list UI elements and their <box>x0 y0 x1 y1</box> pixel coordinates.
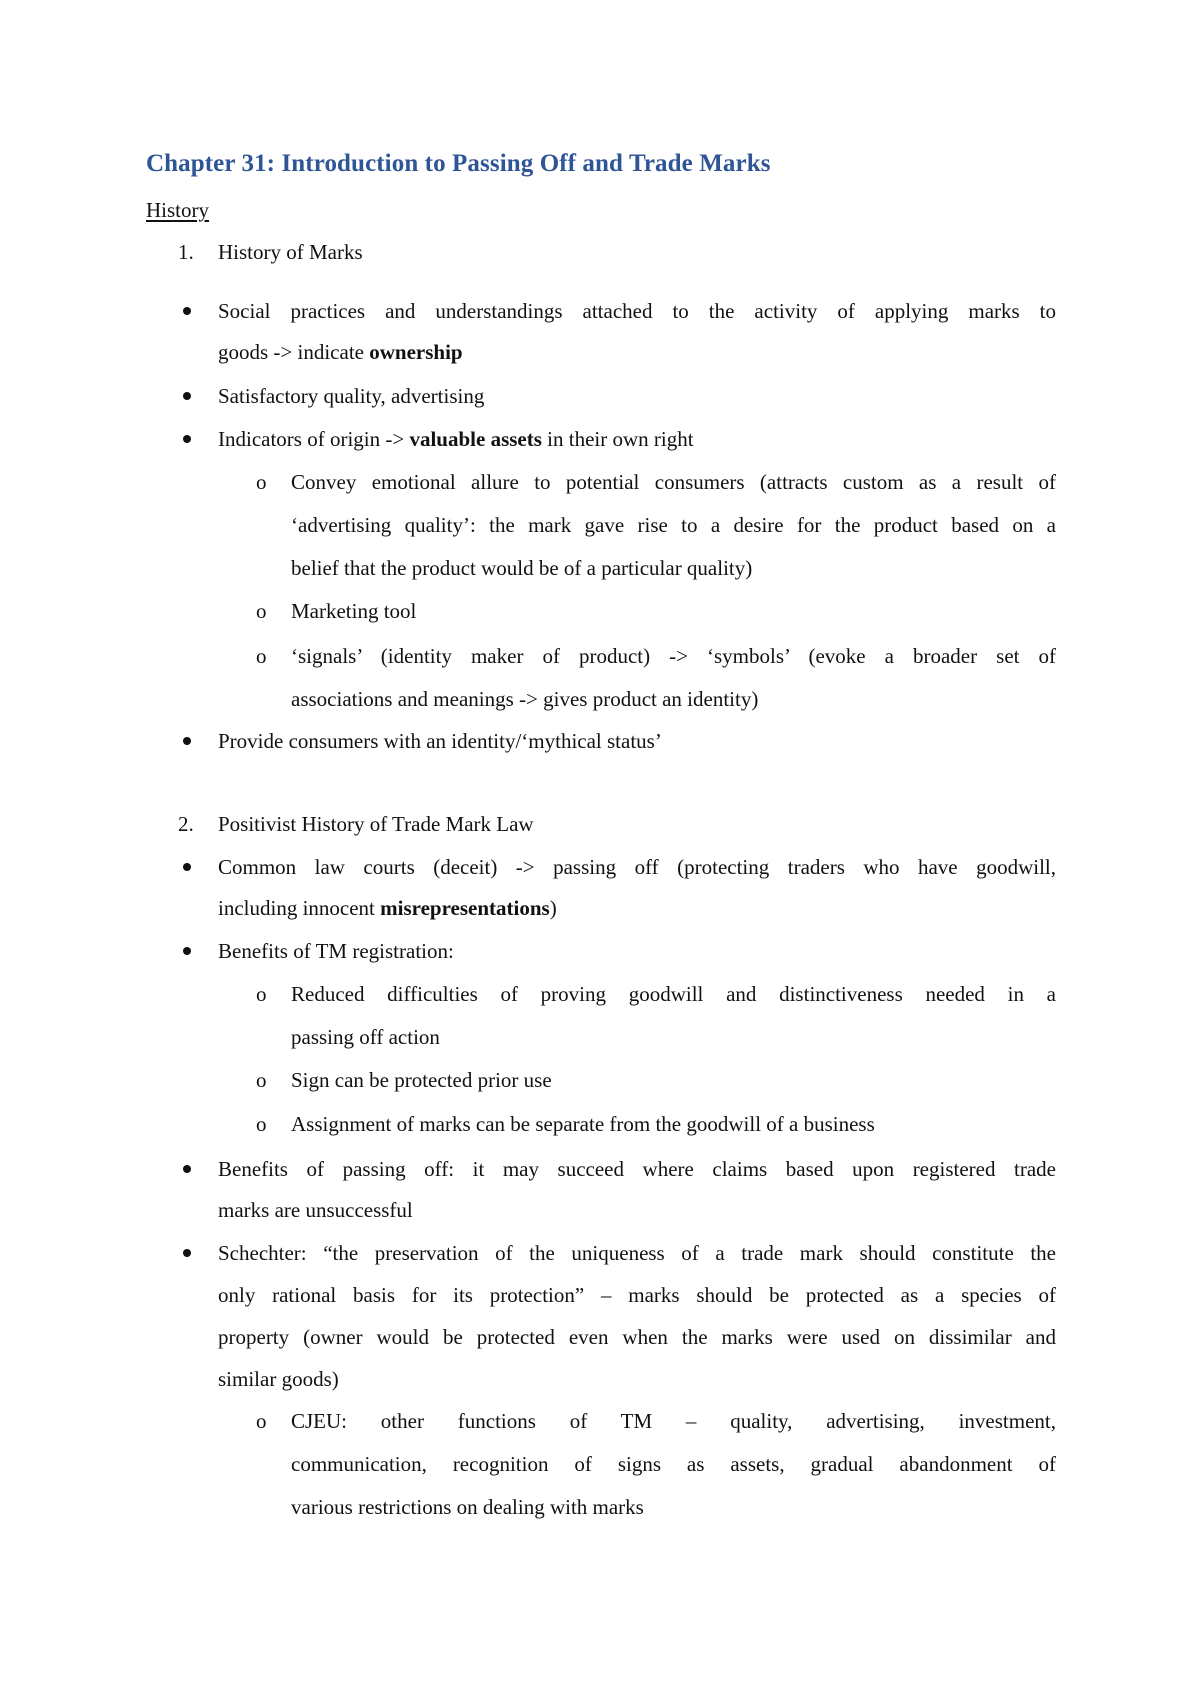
sub-bullet-icon: o <box>256 982 267 1006</box>
bullet-icon <box>183 863 191 871</box>
bullet-text-continued <box>218 339 463 365</box>
sub-bullet-text: Convey emotional allure to potential consumers (attracts custom as a result of <box>291 470 1056 494</box>
bullet-text-continued: marks are unsuccessful <box>218 1198 413 1222</box>
sub-bullet-text: Marketing tool <box>291 599 417 623</box>
bullet-text: Schechter: “the preservation of the uniqueness of a trade mark should constitute the <box>218 1241 1056 1265</box>
text-run: including innocent <box>218 896 381 920</box>
bullet-text: Benefits of TM registration: <box>218 939 454 963</box>
text-run: goods -> indicate <box>218 340 370 364</box>
bullet-text <box>218 426 694 452</box>
text-run: in their own right <box>541 427 694 451</box>
text-run: Indicators of origin -> <box>218 427 410 451</box>
sub-bullet-text-continued: passing off action <box>291 1025 440 1049</box>
bullet-text-continued <box>218 895 557 921</box>
sub-bullet-text: Reduced difficulties of proving goodwill and distinctiveness needed in a <box>291 982 1056 1006</box>
bullet-text: Benefits of passing off: it may succeed where claims based upon registered trade <box>218 1157 1056 1181</box>
sub-bullet-text-continued: communication, recognition of signs as assets, gradual abandonment of <box>291 1452 1056 1476</box>
bullet-text-continued: property (owner would be protected even when the marks were used on dissimilar and <box>218 1325 1056 1349</box>
sub-bullet-icon: o <box>256 1068 267 1092</box>
sub-bullet-text: Sign can be protected prior use <box>291 1068 552 1092</box>
bullet-text: Provide consumers with an identity/‘mythical status’ <box>218 729 662 753</box>
bullet-text: Social practices and understandings attached to the activity of applying marks to <box>218 299 1056 323</box>
bold-term: ownership <box>369 340 463 364</box>
sub-bullet-text-continued: associations and meanings -> gives product an identity) <box>291 687 759 711</box>
bullet-text-continued: only rational basis for its protection” – marks should be protected as a species of <box>218 1283 1056 1307</box>
text-run: ) <box>549 896 557 920</box>
sub-bullet-text-continued: various restrictions on dealing with marks <box>291 1495 644 1519</box>
bullet-icon <box>183 1249 191 1257</box>
sub-bullet-icon: o <box>256 470 267 494</box>
sub-bullet-icon: o <box>256 599 267 623</box>
section-heading-history: History <box>146 198 209 222</box>
bullet-icon <box>183 307 191 315</box>
bullet-icon <box>183 1165 191 1173</box>
sub-bullet-text: CJEU: other functions of TM – quality, advertising, investment, <box>291 1409 1056 1433</box>
sub-bullet-icon: o <box>256 1112 267 1136</box>
list-number-2: 2. <box>178 812 194 836</box>
bullet-text: Common law courts (deceit) -> passing off (protecting traders who have goodwill, <box>218 855 1056 879</box>
bold-term: misrepresentations <box>380 896 550 920</box>
list-number-1: 1. <box>178 240 194 264</box>
sub-bullet-text: Assignment of marks can be separate from the goodwill of a business <box>291 1112 875 1136</box>
bullet-icon <box>183 947 191 955</box>
bullet-text-continued: similar goods) <box>218 1367 339 1391</box>
sub-bullet-text: ‘signals’ (identity maker of product) -> ‘symbols’ (evoke a broader set of <box>291 644 1056 668</box>
list-item-heading: Positivist History of Trade Mark Law <box>218 812 534 836</box>
bullet-icon <box>183 435 191 443</box>
bullet-icon <box>183 392 191 400</box>
bold-term: valuable assets <box>409 427 542 451</box>
sub-bullet-icon: o <box>256 644 267 668</box>
bullet-icon <box>183 737 191 745</box>
chapter-title: Chapter 31: Introduction to Passing Off and Trade Marks <box>146 150 771 177</box>
sub-bullet-text-continued: belief that the product would be of a particular quality) <box>291 556 753 580</box>
sub-bullet-text-continued: ‘advertising quality’: the mark gave rise to a desire for the product based on a <box>291 513 1056 537</box>
bullet-text: Satisfactory quality, advertising <box>218 384 485 408</box>
sub-bullet-icon: o <box>256 1409 267 1433</box>
list-item-heading: History of Marks <box>218 240 363 264</box>
